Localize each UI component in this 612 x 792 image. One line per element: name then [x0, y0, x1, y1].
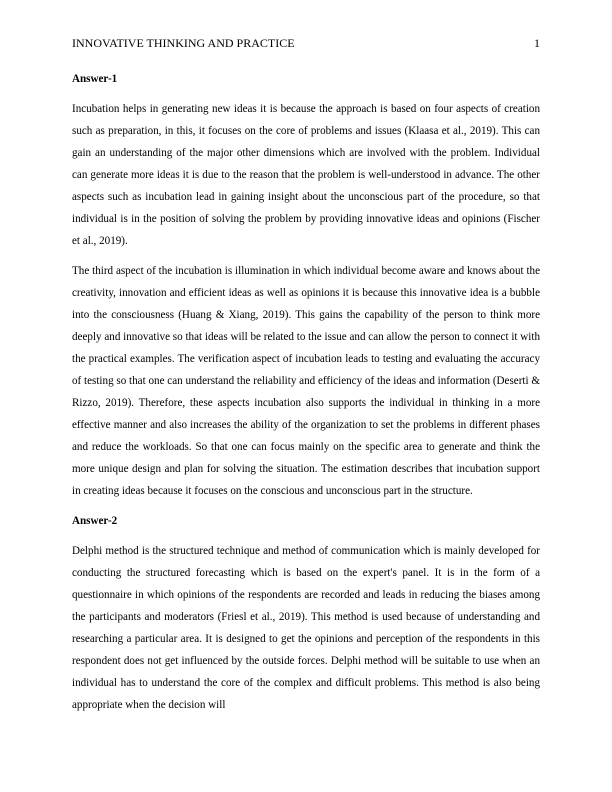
page-number: 1	[534, 36, 540, 50]
page-header	[72, 36, 540, 50]
document-body	[72, 68, 540, 724]
answer-1-paragraph-1: Incubation helps in generating new ideas it is because the approach is based on four aspects of creation such as preparation, in this, it focuses on the core of problems and issues (Klaasa et al., 2019). This can gain an understanding of the major other dimensions which are involved with the problem. Individual can generate more ideas it is due to the reason that the problem is well-understood in advance. The other aspects such as incubation lead in gaining insight about the unconscious part of the procedure, so that individual is in the position of solving the problem by providing innovative ideas and opinions (Fischer et al., 2019).	[72, 103, 540, 247]
running-head-title: INNOVATIVE THINKING AND PRACTICE	[72, 36, 295, 50]
answer-2-paragraph-1: Delphi method is the structured technique and method of communication which is mainly developed for conducting the structured forecasting which is based on the expert's panel. It is in the form of a questionnaire in which opinions of the respondents are recorded and leads in reducing the biases among the participants and moderators (Friesl et al., 2019). This method is used because of understanding and researching a particular area. It is designed to get the opinions and perception of the respondents in this respondent does not get influenced by the outside forces. Delphi method will be suitable to use when an individual has to understand the core of the complex and difficult problems. This method is also being appropriate when the decision will	[72, 545, 540, 711]
answer-1-paragraph-2: The third aspect of the incubation is illumination in which individual become aware and knows about the creativity, innovation and efficient ideas as well as opinions it is because this innovative idea is a bubble into the consciousness (Huang & Xiang, 2019). This gains the capability of the person to think more deeply and innovative so that ideas will be related to the issue and can allow the person to connect it with the practical examples. The verification aspect of incubation leads to testing and evaluating the accuracy of testing so that one can understand the reliability and efficiency of the ideas and information (Deserti & Rizzo, 2019). Therefore, these aspects incubation also supports the individual in thinking in a more effective manner and also increases the ability of the organization to set the problems in different phases and reduce the workloads. So that one can focus mainly on the specific area to generate and think the more unique design and plan for solving the situation. The estimation describes that incubation support in creating ideas because it focuses on the conscious and unconscious part in the structure.	[72, 265, 540, 497]
answer-1-heading: Answer-1	[72, 73, 118, 85]
answer-2-heading: Answer-2	[72, 515, 118, 527]
